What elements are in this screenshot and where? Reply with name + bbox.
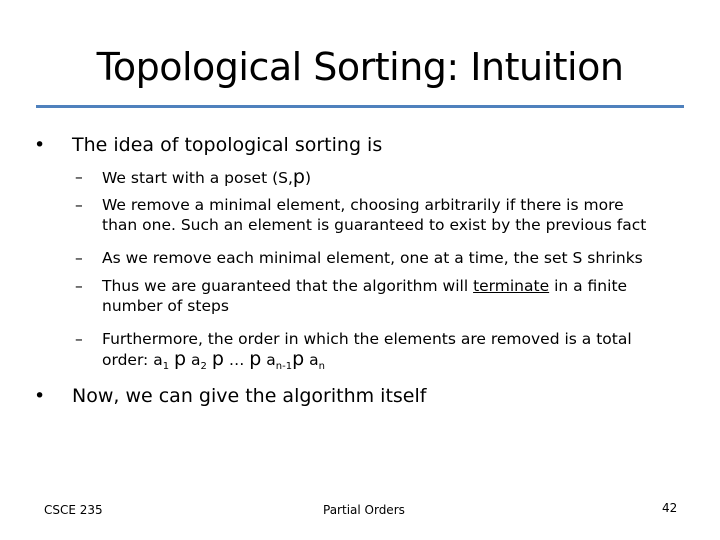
sub-bullet-1-text: We start with a poset (S, [102, 169, 293, 187]
slide-number: 42 [662, 501, 678, 515]
sub-bullet-4-post: in a finite [554, 277, 628, 295]
slide-title: Topological Sorting: Intuition [96, 45, 624, 89]
sub-bullet-2-line-1: We remove a minimal element, choosing arbitrarily if there is more [102, 196, 624, 214]
title-divider [36, 105, 684, 108]
sub-bullet-1-end: ) [304, 169, 312, 187]
dash-marker: – [75, 168, 83, 186]
precedes-symbol: p [174, 348, 187, 370]
terminate-link[interactable]: terminate [473, 277, 550, 295]
bullet-marker: • [34, 134, 46, 156]
dash-marker: – [75, 196, 83, 214]
sub-bullet-5-line-2: order: $a_1$ p $a_2$ p … p $a_{n-1}p$ $a_n$ [102, 348, 325, 373]
sub-bullet-2-line-2: than one. Such an element is guaranteed to exist by the previous fact [102, 216, 647, 234]
footer-course: CSCE 235 [44, 503, 103, 517]
bullet-1-text: The idea of topological sorting is [72, 134, 383, 156]
precedes-symbol: p [211, 348, 224, 370]
sub-bullet-5-line-1: Furthermore, the order in which the elements are removed is a total [102, 330, 632, 348]
sub-bullet-3-text: As we remove each minimal element, one at a time, the set S shrinks [102, 249, 643, 267]
sub-bullet-4-pre: Thus we are guaranteed that the algorithm will [102, 277, 469, 295]
sub-bullet-4-line-2: number of steps [102, 297, 229, 315]
bullet-2 [34, 384, 427, 408]
dash-marker: – [75, 249, 83, 267]
footer-topic: Partial Orders [323, 503, 405, 517]
dash-marker: – [75, 330, 83, 348]
bullet-2-text: Now, we can give the algorithm itself [72, 385, 427, 407]
dash-marker: – [75, 277, 83, 295]
precedes-symbol: p [292, 166, 305, 188]
precedes-symbol: p [292, 348, 305, 370]
bullet-marker: • [34, 385, 46, 407]
bullet-1 [34, 133, 383, 157]
precedes-symbol: p [249, 348, 262, 370]
